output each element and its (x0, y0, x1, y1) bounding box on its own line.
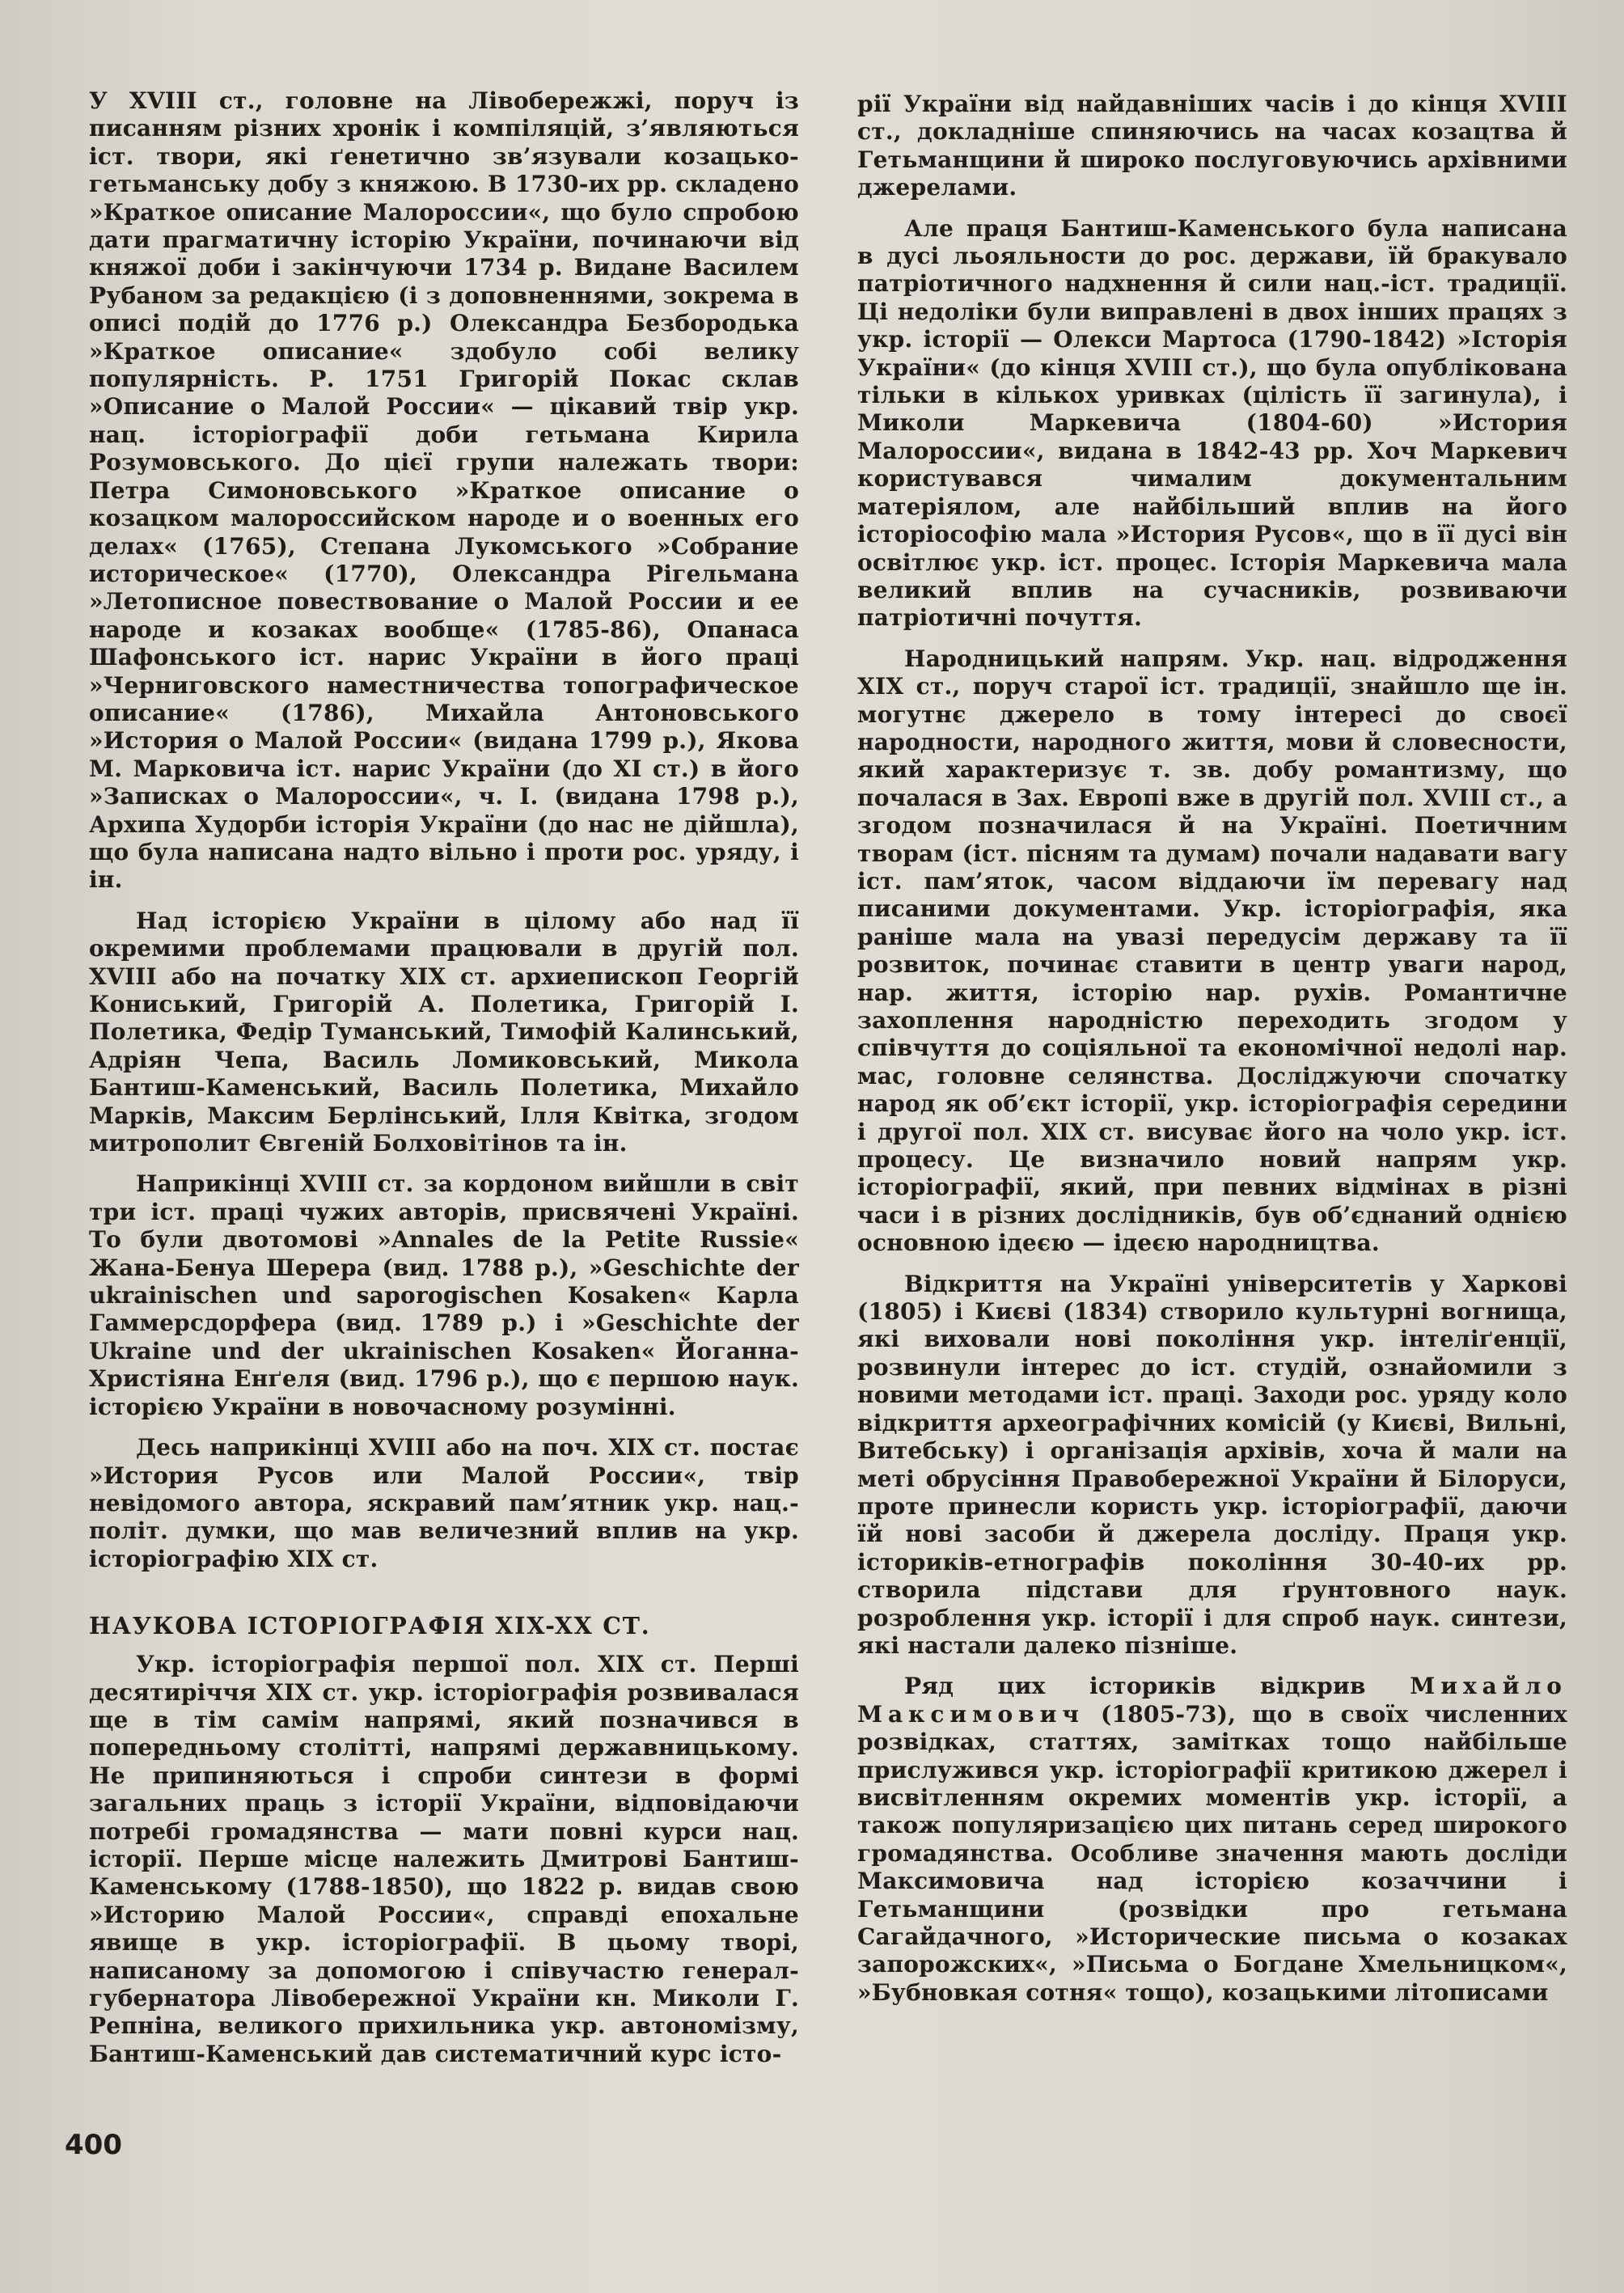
run-in-heading: Народницький напрям. (904, 645, 1229, 672)
paragraph: рії України від найдавніших часів і до кінця XVIII ст., докладніше спиняючись на часах козацтва й Гетьманщини й широко послуговуючись архівними джерелами. (857, 91, 1567, 201)
left-column (89, 87, 799, 2068)
run-in-heading: Укр. історіографія першої пол. XIX ст. (136, 1651, 697, 1678)
paragraph (857, 1673, 1567, 2007)
paragraph: Відкриття на Україні університетів у Харкові (1805) і Києві (1834) створило культурні вогнища, які виховали нові покоління укр. інтеліґенції, розвинули інтерес до іст. студій, ознайомили з новими методами іст. праці. Заходи рос. уряду коло відкриття археографічних комісій (у Києві, Вильні, Витебську) і організація архівів, хоча й мали на меті обрусіння Правобережної України й Білоруси, проте принесли користь укр. історіографії, даючи їй нові засоби й джерела досліду. Праця укр. істориків-етнографів покоління 30-40-их рр. створила підстави для ґрунтовного наук. розроблення укр. історії і для спроб наук. синтези, які настали далеко пізніше. (857, 1270, 1567, 1659)
paragraph: Над історією України в цілому або над її окремими проблемами працювали в другій пол. XVIII або на початку XIX ст. архиепископ Георгій Кониський, Григорій А. Полетика, Григорій І. Полетика, Федір Туманський, Тимофій Калинський, Адріян Чепа, Василь Ломиковський, Микола Бантиш-Каменський, Василь Полетика, Михайло Марків, Максим Берлінський, Ілля Квітка, згодом митрополит Євгеній Болховітінов та ін. (89, 907, 799, 1157)
page-number: 400 (65, 2129, 122, 2161)
paragraph (857, 645, 1567, 1258)
paragraph-text: (1805-73), що в своїх численних розвідках, статтях, замітках тощо найбільше прислужився укр. історіографії критикою джерел і висвітленням окремих моментів укр. історії, а також популяризацією цих питань серед широкого громадянства. Особливе значення мають досліди Максимовича над історією козаччини і Гетьманщини (розвідки про гетьмана Сагайдачного, »Исторические письма о козаках запорожских«, »Письма о Богдане Хмельницком«, »Бубновкая сотня« тощо), козацькими літописами (857, 1700, 1567, 2006)
paragraph: Але праця Бантиш-Каменського була написана в дусі льояльности до рос. держави, їй бракувало патріотичного надхнення й сили нац.-іст. традиції. Ці недоліки були виправлені в двох інших працях з укр. історії — Олекси Мартоса (1790-1842) »Історія України« (до кінця XVIII ст.), що була опублікована тільки в кількох уривках (цілість її загинула), і Миколи Маркевича (1804-60) »История Малороссии«, видана в 1842-43 рр. Хоч Маркевич користувався чималим документальним матеріялом, але найбільший вплив на його історіософію мала »История Русов«, що в її дусі він освітлює укр. іст. процес. Історія Маркевича мала великий вплив на сучасників, розвиваючи патріотичні почуття. (857, 214, 1567, 632)
paragraph: Десь наприкінці XVIII або на поч. XIX ст. постає »История Русов или Малой России«, твір невідомого автора, яскравий пам’ятник укр. нац.-політ. думки, що мав величезний вплив на укр. історіографію XIX ст. (89, 1434, 799, 1572)
right-column (857, 91, 1567, 2007)
paragraph: У XVIII ст., головне на Лівобережжі, поруч із писанням різних хронік і компіляцій, з’являються іст. твори, які ґенетично зв’язували козацько-гетьманську добу з княжою. В 1730-их рр. складено »Краткое описание Малороссии«, що було спробою дати прагматичну історію України, починаючи від княжої доби і закінчуючи 1734 р. Видане Василем Рубаном за редакцією (і з доповненнями, зокрема в описі подій до 1776 р.) Олександра Безбородька »Краткое описание« здобуло собі велику популярність. Р. 1751 Григорій Покас склав »Описание о Малой России« — цікавий твір укр. нац. історіографії доби гетьмана Кирила Розумовського. До цієї групи належать твори: Петра Симоновського »Краткое описание о козацком малороссийском народе и о военных его делах« (1765), Степана Лукомського »Собрание историческое« (1770), Олександра Рігельмана »Летописное повествование о Малой России и ее народе и козаках вообще« (1785-86), Опанаса Шафонського іст. нарис України в його праці »Черниговского наместничества топографическое описание« (1786), Михайла Антоновського »История о Малой России« (видана 1799 р.), Якова М. Марковича іст. нарис України (до XI ст.) в його »Записках о Малороссии«, ч. I. (видана 1798 р.), Архипа Худорби історія України (до нас не дійшла), що була написана надто вільно і проти рос. уряду, і ін. (89, 87, 799, 894)
paragraph-text: Укр. нац. відродження XIX ст., поруч старої іст. традиції, знайшло ще ін. могутнє джерело в тому інтересі до своєї народности, народного життя, мови й словесности, який характеризує т. зв. добу романтизму, що почалася в Зах. Европі вже в другій пол. XVIII ст., а згодом позначилася й на Україні. Поетичним творам (іст. пісням та думам) почали надавати вагу іст. пам’яток, часом віддаючи їм перевагу над писаними документами. Укр. історіографія, яка раніше мала на увазі передусім державу та її розвиток, починає ставити в центр уваги народ, нар. життя, історію нар. рухів. Романтичне захоплення народністю переходить згодом у співчуття до соціяльної та економічної недолі нар. мас, головне селянства. Досліджуючи спочатку народ як об’єкт історії, укр. історіографія середини і другої пол. XIX ст. висуває його на чоло укр. іст. процесу. Це визначило новий напрям укр. історіографії, який, при певних відмінах в різні часи і в різних дослідників, був об’єднаний однією основною ідеєю — ідеєю народництва. (857, 645, 1568, 1257)
section-heading: НАУКОВА ІСТОРІОГРАФІЯ XIX-XX СТ. (89, 1612, 651, 1640)
paragraph (89, 1651, 799, 2068)
person-name: Михайло Максимович (857, 1673, 1567, 1728)
paragraph-text: Ряд цих істориків відкрив (904, 1673, 1410, 1700)
paragraph-text: Перші десятиріччя XIX ст. укр. історіографія розвивалася ще в тім самім напрямі, який позначився в попередньому столітті, напрямі державницькому. Не припиняються і спроби синтези в формі загальних праць з історії України, відповідаючи потребі громадянства — мати повні курси нац. історії. Перше місце належить Дмитрові Бантиш-Каменському (1788-1850), що 1822 р. видав свою »Историю Малой России«, справді епохальне явище в укр. історіографії. В цьому творі, написаному за допомогою і співучастю генерал-губернатора Лівобережної України кн. Миколи Г. Репніна, великого прихильника укр. автономізму, Бантиш-Каменський дав систематичний курс істо- (89, 1651, 799, 2067)
paragraph: Наприкінці XVIII ст. за кордоном вийшли в світ три іст. праці чужих авторів, присвячені Україні. То були двотомові »Annales de la Petite Russie« Жана-Бенуа Шерера (вид. 1788 р.), »Geschichte der ukrainischen und saporogischen Kosaken« Карла Гаммерсдорфера (вид. 1789 р.) і »Geschichte der Ukraine und der ukrainischen Kosaken« Йоганна-Христіяна Енґеля (вид. 1796 р.), що є першою наук. історією України в новочасному розумінні. (89, 1170, 799, 1420)
